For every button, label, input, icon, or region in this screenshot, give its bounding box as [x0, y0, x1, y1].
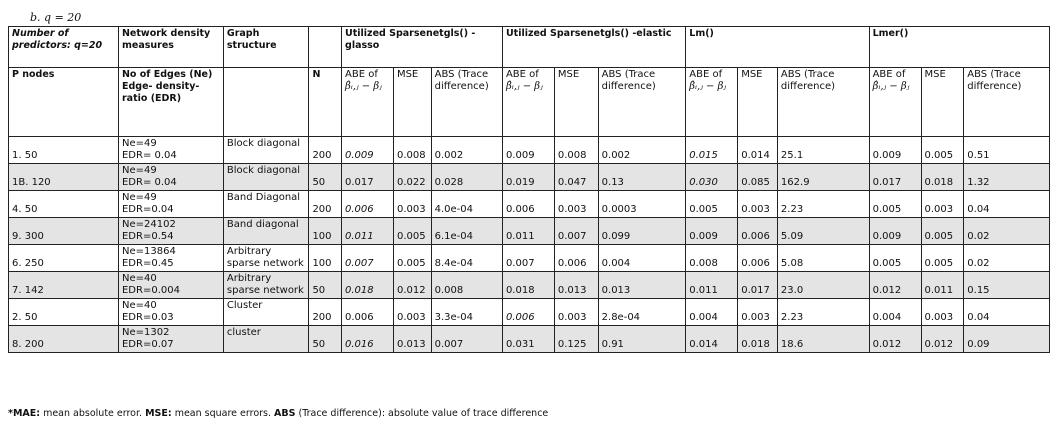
- cell-ne: Ne=1302: [121, 327, 170, 338]
- cell-value: 0.008: [686, 245, 738, 272]
- cell-n: 200: [309, 137, 342, 164]
- cell-value: 0.004: [598, 245, 686, 272]
- cell-value: 0.009: [869, 137, 921, 164]
- table-row: [9, 245, 1050, 272]
- cell-value: 0.004: [686, 299, 738, 326]
- cell-graph-structure: Cluster: [223, 299, 309, 326]
- cell-value: 0.013: [554, 272, 598, 299]
- cell-value: 1.32: [964, 164, 1050, 191]
- cell-value: 0.015: [686, 137, 738, 164]
- cell-value: 0.012: [393, 272, 431, 299]
- beta-formula: β̂ᵢ,ⱼ − βⱼ: [505, 81, 543, 92]
- header-abs: ABS (Trace difference): [431, 68, 502, 137]
- cell-value: 0.005: [686, 191, 738, 218]
- cell-edges: [118, 137, 223, 164]
- results-table: [8, 26, 1050, 353]
- header-abe: ABE of β̂ᵢ,ⱼ − βⱼ: [502, 68, 554, 137]
- cell-value: 0.012: [869, 326, 921, 353]
- cell-value: 0.009: [869, 218, 921, 245]
- cell-value: 0.018: [921, 164, 964, 191]
- cell-value: 0.004: [869, 299, 921, 326]
- cell-value: 0.011: [342, 218, 394, 245]
- cell-value: 0.006: [502, 299, 554, 326]
- cell-value: 2.8e-04: [598, 299, 686, 326]
- header-method-lm: Lm(): [686, 27, 869, 68]
- cell-graph-structure: Arbitrary sparse network: [223, 272, 309, 299]
- cell-value: 0.031: [502, 326, 554, 353]
- cell-value: 3.3e-04: [431, 299, 502, 326]
- cell-value: 0.012: [869, 272, 921, 299]
- cell-edr: EDR= 0.04: [121, 150, 177, 161]
- cell-value: 0.91: [598, 326, 686, 353]
- table-row: [9, 218, 1050, 245]
- cell-value: 0.007: [342, 245, 394, 272]
- cell-value: 0.016: [342, 326, 394, 353]
- header-network-density: Network density measures: [118, 27, 223, 68]
- cell-value: 0.009: [502, 137, 554, 164]
- cell-ne: Ne=13864: [121, 246, 176, 257]
- header-n: N: [309, 68, 342, 137]
- cell-p-nodes: 8. 200: [9, 326, 119, 353]
- cell-edr: EDR=0.45: [121, 258, 174, 269]
- cell-value: 0.005: [869, 245, 921, 272]
- cell-value: 0.011: [686, 272, 738, 299]
- cell-n: 100: [309, 218, 342, 245]
- cell-value: 0.003: [554, 191, 598, 218]
- cell-value: 0.003: [921, 299, 964, 326]
- cell-value: 2.23: [777, 191, 869, 218]
- header-method-elastic: Utilized Sparsenetgls() -elastic: [502, 27, 685, 68]
- cell-edr: EDR=0.07: [121, 339, 174, 350]
- cell-value: 0.003: [738, 191, 778, 218]
- cell-value: 162.9: [777, 164, 869, 191]
- cell-value: 0.008: [393, 137, 431, 164]
- cell-value: 0.005: [393, 245, 431, 272]
- cell-value: 0.013: [393, 326, 431, 353]
- cell-value: 0.0003: [598, 191, 686, 218]
- cell-edr: EDR=0.04: [121, 204, 174, 215]
- cell-edges: [118, 218, 223, 245]
- cell-value: 2.23: [777, 299, 869, 326]
- cell-value: 0.04: [964, 299, 1050, 326]
- cell-value: 0.003: [921, 191, 964, 218]
- cell-n: 200: [309, 191, 342, 218]
- cell-value: 0.006: [554, 245, 598, 272]
- cell-ne: Ne=49: [121, 165, 157, 176]
- cell-value: 0.005: [393, 218, 431, 245]
- cell-graph-structure: Band Diagonal: [223, 191, 309, 218]
- cell-p-nodes: 1B. 120: [9, 164, 119, 191]
- table-row: [9, 326, 1050, 353]
- header-mse: MSE: [921, 68, 964, 137]
- cell-value: 0.13: [598, 164, 686, 191]
- cell-n: 50: [309, 326, 342, 353]
- cell-value: 0.005: [869, 191, 921, 218]
- cell-edr: EDR=0.03: [121, 312, 174, 323]
- cell-value: 0.006: [502, 191, 554, 218]
- beta-formula: β̂ᵢ,ⱼ − βⱼ: [345, 81, 382, 92]
- cell-value: 0.008: [431, 272, 502, 299]
- cell-value: 4.0e-04: [431, 191, 502, 218]
- cell-value: 0.006: [738, 218, 778, 245]
- cell-p-nodes: 6. 250: [9, 245, 119, 272]
- cell-value: 0.018: [738, 326, 778, 353]
- cell-value: 0.047: [554, 164, 598, 191]
- cell-value: 0.018: [342, 272, 394, 299]
- table-row: [9, 191, 1050, 218]
- table-row: [9, 272, 1050, 299]
- header-edges: No of Edges (Ne) Edge- density-ratio (EDR): [118, 68, 223, 137]
- header-graph-blank: [223, 68, 309, 137]
- cell-value: 0.008: [554, 137, 598, 164]
- cell-value: 0.085: [738, 164, 778, 191]
- cell-value: 0.09: [964, 326, 1050, 353]
- cell-value: 23.0: [777, 272, 869, 299]
- beta-formula: β̂ᵢ,ⱼ − βⱼ: [872, 81, 910, 92]
- cell-value: 0.003: [738, 299, 778, 326]
- cell-n: 50: [309, 272, 342, 299]
- header-abe: ABE of β̂ᵢ,ⱼ − βⱼ: [342, 68, 394, 137]
- cell-value: 0.028: [431, 164, 502, 191]
- cell-p-nodes: 9. 300: [9, 218, 119, 245]
- cell-value: 0.019: [502, 164, 554, 191]
- header-row-metrics: [9, 68, 1050, 137]
- cell-value: 0.002: [431, 137, 502, 164]
- cell-value: 0.007: [554, 218, 598, 245]
- cell-graph-structure: cluster: [223, 326, 309, 353]
- cell-value: 0.003: [554, 299, 598, 326]
- cell-value: 0.017: [738, 272, 778, 299]
- cell-value: 0.018: [502, 272, 554, 299]
- cell-ne: Ne=40: [121, 300, 157, 311]
- header-p-nodes: P nodes: [9, 68, 119, 137]
- cell-value: 0.007: [431, 326, 502, 353]
- cell-n: 100: [309, 245, 342, 272]
- cell-edr: EDR=0.54: [121, 231, 174, 242]
- cell-value: 0.003: [393, 299, 431, 326]
- cell-p-nodes: 2. 50: [9, 299, 119, 326]
- header-method-lmer: Lmer(): [869, 27, 1049, 68]
- cell-value: 0.009: [342, 137, 394, 164]
- header-abs: ABS (Trace difference): [777, 68, 869, 137]
- cell-value: 0.013: [598, 272, 686, 299]
- cell-value: 0.011: [921, 272, 964, 299]
- table-caption: b. q = 20: [30, 11, 82, 24]
- header-graph-structure: Graph structure: [223, 27, 309, 68]
- cell-edges: [118, 191, 223, 218]
- cell-edges: [118, 326, 223, 353]
- cell-value: 0.006: [342, 191, 394, 218]
- cell-value: 0.04: [964, 191, 1050, 218]
- cell-ne: Ne=24102: [121, 219, 176, 230]
- footnote: *MAE: mean absolute error. MSE: mean square errors. ABS (Trace difference): absolute value of trace difference: [8, 408, 549, 419]
- beta-formula: β̂ᵢ,ⱼ − βⱼ: [689, 81, 727, 92]
- cell-value: 0.009: [686, 218, 738, 245]
- cell-p-nodes: 4. 50: [9, 191, 119, 218]
- cell-value: 0.002: [598, 137, 686, 164]
- cell-p-nodes: 7. 142: [9, 272, 119, 299]
- cell-value: 0.030: [686, 164, 738, 191]
- header-mse: MSE: [738, 68, 778, 137]
- cell-ne: Ne=49: [121, 138, 157, 149]
- cell-value: 0.017: [869, 164, 921, 191]
- cell-edges: [118, 245, 223, 272]
- cell-value: 0.006: [342, 299, 394, 326]
- cell-value: 0.014: [686, 326, 738, 353]
- cell-n: 200: [309, 299, 342, 326]
- table-row: [9, 299, 1050, 326]
- header-row-methods: [9, 27, 1050, 68]
- cell-n: 50: [309, 164, 342, 191]
- header-abs: ABS (Trace difference): [964, 68, 1050, 137]
- header-abs: ABS (Trace difference): [598, 68, 686, 137]
- cell-graph-structure: Arbitrary sparse network: [223, 245, 309, 272]
- cell-value: 0.003: [393, 191, 431, 218]
- cell-value: 0.51: [964, 137, 1050, 164]
- header-mse: MSE: [554, 68, 598, 137]
- cell-edges: [118, 164, 223, 191]
- cell-value: 0.017: [342, 164, 394, 191]
- header-method-glasso: Utilized Sparsenetgls() -glasso: [342, 27, 503, 68]
- cell-edr: EDR= 0.04: [121, 177, 177, 188]
- cell-value: 18.6: [777, 326, 869, 353]
- cell-value: 0.005: [921, 137, 964, 164]
- cell-value: 0.006: [738, 245, 778, 272]
- cell-ne: Ne=40: [121, 273, 157, 284]
- table-row: [9, 164, 1050, 191]
- cell-graph-structure: Band diagonal: [223, 218, 309, 245]
- header-blank: [309, 27, 342, 68]
- cell-value: 0.007: [502, 245, 554, 272]
- cell-value: 0.005: [921, 218, 964, 245]
- cell-value: 0.012: [921, 326, 964, 353]
- cell-value: 6.1e-04: [431, 218, 502, 245]
- table-row: [9, 137, 1050, 164]
- cell-value: 0.15: [964, 272, 1050, 299]
- cell-value: 5.08: [777, 245, 869, 272]
- header-mse: MSE: [393, 68, 431, 137]
- header-abe: ABE of β̂ᵢ,ⱼ − βⱼ: [686, 68, 738, 137]
- cell-value: 0.011: [502, 218, 554, 245]
- cell-value: 5.09: [777, 218, 869, 245]
- cell-value: 0.099: [598, 218, 686, 245]
- header-number-predictors: Number of predictors: q=20: [9, 27, 119, 68]
- cell-value: 0.022: [393, 164, 431, 191]
- cell-value: 0.014: [738, 137, 778, 164]
- cell-ne: Ne=49: [121, 192, 157, 203]
- cell-edges: [118, 272, 223, 299]
- cell-graph-structure: Block diagonal: [223, 137, 309, 164]
- cell-value: 0.005: [921, 245, 964, 272]
- cell-value: 0.125: [554, 326, 598, 353]
- cell-value: 0.02: [964, 245, 1050, 272]
- header-abe: ABE of β̂ᵢ,ⱼ − βⱼ: [869, 68, 921, 137]
- cell-value: 0.02: [964, 218, 1050, 245]
- cell-graph-structure: Block diagonal: [223, 164, 309, 191]
- cell-p-nodes: 1. 50: [9, 137, 119, 164]
- cell-edr: EDR=0.004: [121, 285, 180, 296]
- cell-edges: [118, 299, 223, 326]
- cell-value: 8.4e-04: [431, 245, 502, 272]
- cell-value: 25.1: [777, 137, 869, 164]
